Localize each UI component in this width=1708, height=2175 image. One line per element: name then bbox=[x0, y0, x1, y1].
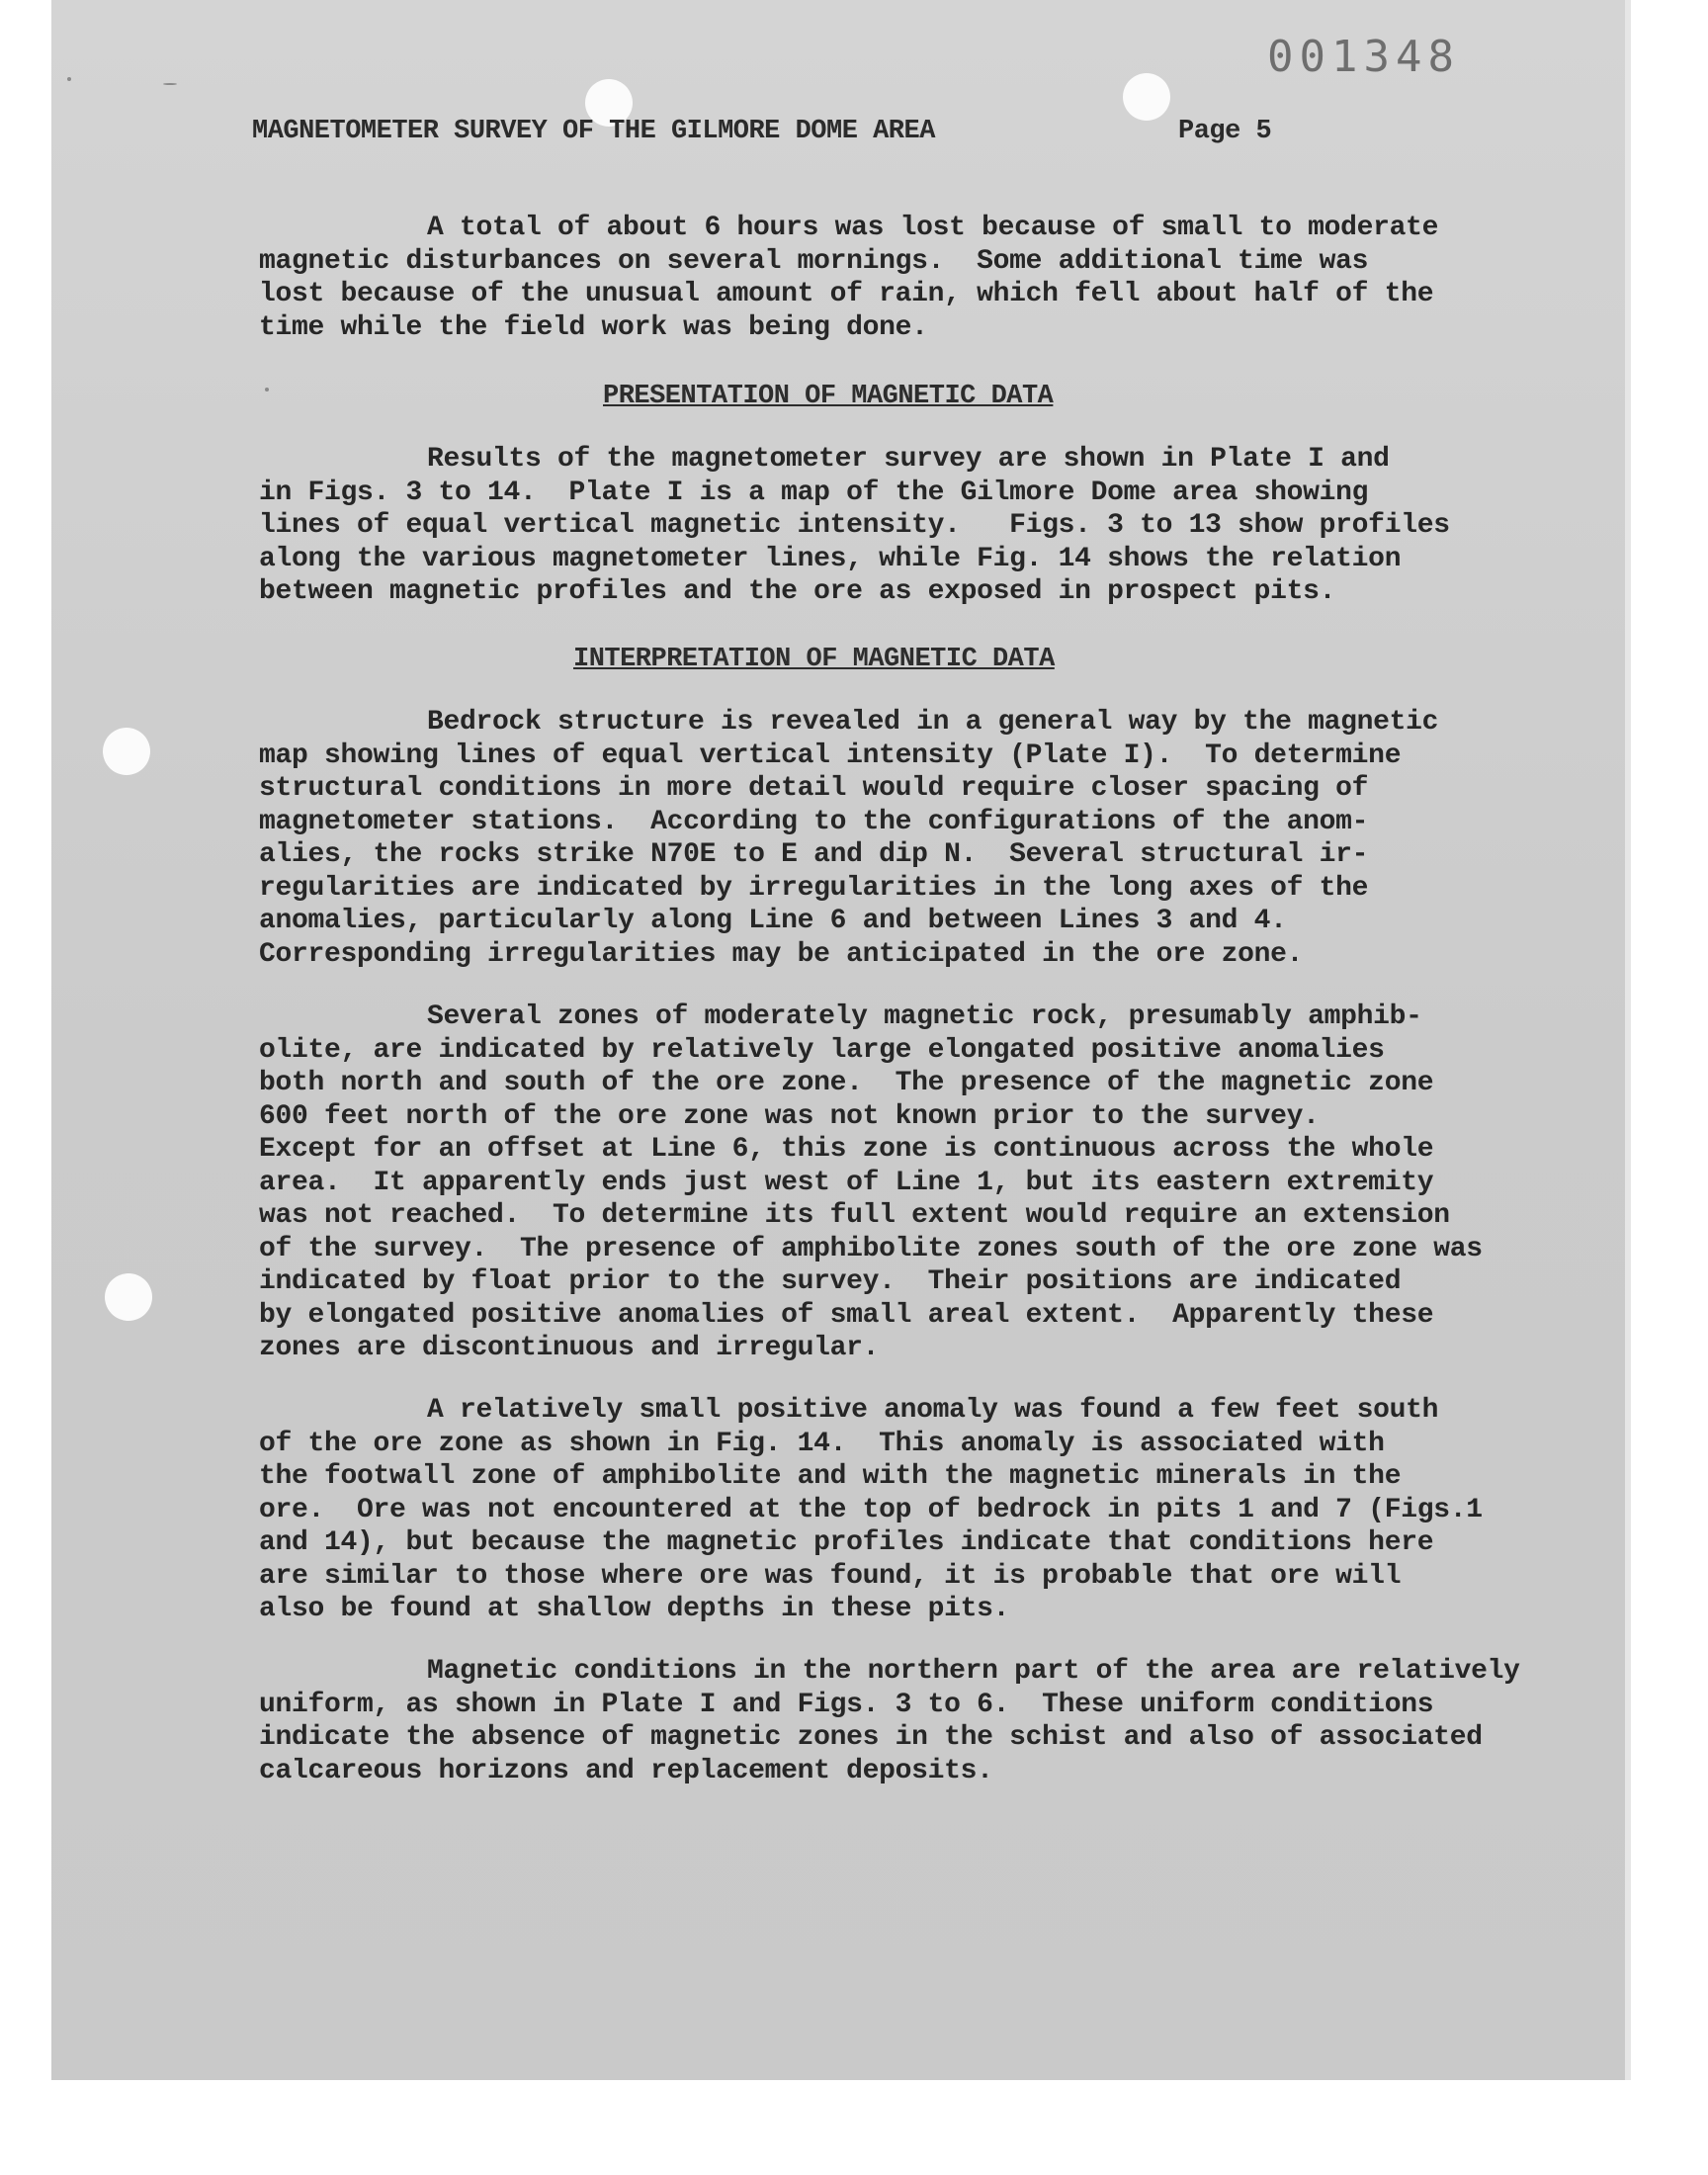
text-line: between magnetic profiles and the ore as exposed in prospect pits. bbox=[259, 576, 1336, 607]
text-line: lost because of the unusual amount of rain, which fell about half of the bbox=[259, 279, 1434, 309]
section-heading-interpretation: INTERPRETATION OF MAGNETIC DATA bbox=[573, 645, 1055, 674]
page-header-title: MAGNETOMETER SURVEY OF THE GILMORE DOME AREA bbox=[252, 117, 935, 146]
text-line: A relatively small positive anomaly was found a few feet south bbox=[427, 1395, 1439, 1426]
text-line: 600 feet north of the ore zone was not known prior to the survey. bbox=[259, 1100, 1320, 1132]
text-line: Several zones of moderately magnetic rock, presumably amphib- bbox=[427, 1001, 1422, 1032]
paragraph-magnetic-zones bbox=[259, 1000, 1544, 1365]
text-line: indicated by float prior to the survey. Their positions are indicated bbox=[259, 1266, 1402, 1297]
text-line: regularities are indicated by irregularities in the long axes of the bbox=[259, 872, 1369, 904]
text-line: uniform, as shown in Plate I and Figs. 3 to 6. These uniform conditions bbox=[259, 1689, 1434, 1720]
text-line: and 14), but because the magnetic profiles indicate that conditions here bbox=[259, 1527, 1434, 1558]
text-line: zones are discontinuous and irregular. bbox=[259, 1333, 880, 1363]
paragraph-small-anomaly bbox=[259, 1394, 1544, 1626]
text-line: the footwall zone of amphibolite and with the magnetic minerals in the bbox=[259, 1461, 1402, 1492]
text-line: are similar to those where ore was found, it is probable that ore will bbox=[259, 1560, 1402, 1592]
text-line: olite, are indicated by relatively large elongated positive anomalies bbox=[259, 1034, 1385, 1066]
text-line: Corresponding irregularities may be anticipated in the ore zone. bbox=[259, 938, 1304, 970]
text-line: alies, the rocks strike N70E to E and dip N. Several structural ir- bbox=[259, 839, 1369, 870]
page-number: Page 5 bbox=[1178, 117, 1272, 146]
text-line: was not reached. To determine its full extent would require an extension bbox=[259, 1200, 1450, 1231]
text-line: time while the field work was being done. bbox=[259, 311, 928, 343]
text-line: indicate the absence of magnetic zones in the schist and also of associated bbox=[259, 1722, 1483, 1753]
scan-smudge bbox=[265, 388, 269, 392]
text-line: Except for an offset at Line 6, this zone is continuous across the whole bbox=[259, 1134, 1434, 1165]
text-line: magnetic disturbances on several mornings. Some additional time was bbox=[259, 245, 1369, 277]
text-line: of the survey. The presence of amphibolite zones south of the ore zone was bbox=[259, 1233, 1483, 1264]
page-edge bbox=[1625, 0, 1631, 2080]
text-line: both north and south of the ore zone. The presence of the magnetic zone bbox=[259, 1068, 1434, 1098]
text-line: Bedrock structure is revealed in a general way by the magnetic bbox=[427, 707, 1439, 738]
punch-hole-middle bbox=[103, 728, 150, 775]
paragraph-northern-conditions bbox=[259, 1655, 1544, 1787]
scan-smudge bbox=[67, 77, 71, 81]
text-line: of the ore zone as shown in Fig. 14. This anomaly is associated with bbox=[259, 1428, 1385, 1459]
text-line: calcareous horizons and replacement deposits. bbox=[259, 1755, 993, 1786]
punch-hole-lower bbox=[105, 1273, 152, 1321]
text-line: area. It apparently ends just west of Line 1, but its eastern extremity bbox=[259, 1167, 1434, 1198]
text-line: anomalies, particularly along Line 6 and between Lines 3 and 4. bbox=[259, 906, 1287, 936]
scan-smudge bbox=[163, 83, 177, 85]
punch-hole-top-right bbox=[1123, 73, 1170, 121]
text-line: ore. Ore was not encountered at the top of bedrock in pits 1 and 7 (Figs.1 bbox=[259, 1494, 1483, 1525]
text-line: Results of the magnetometer survey are shown in Plate I and bbox=[427, 444, 1390, 475]
text-line: along the various magnetometer lines, while Fig. 14 shows the relation bbox=[259, 543, 1402, 574]
document-stamp-number: 001348 bbox=[1267, 32, 1460, 82]
text-line: also be found at shallow depths in these pits. bbox=[259, 1594, 1010, 1624]
paragraph-presentation bbox=[259, 443, 1544, 609]
text-line: lines of equal vertical magnetic intensity. Figs. 3 to 13 show profiles bbox=[259, 510, 1450, 541]
paragraph-lost-time bbox=[259, 212, 1544, 344]
text-line: Magnetic conditions in the northern part of the area are relatively bbox=[427, 1656, 1520, 1687]
text-line: map showing lines of equal vertical intensity (Plate I). To determine bbox=[259, 740, 1402, 771]
text-line: by elongated positive anomalies of small areal extent. Apparently these bbox=[259, 1299, 1434, 1331]
text-line: magnetometer stations. According to the configurations of the anom- bbox=[259, 806, 1369, 837]
paragraph-bedrock-structure bbox=[259, 706, 1544, 971]
text-line: structural conditions in more detail would require closer spacing of bbox=[259, 773, 1369, 804]
text-line: in Figs. 3 to 14. Plate I is a map of the Gilmore Dome area showing bbox=[259, 477, 1369, 508]
section-heading-presentation: PRESENTATION OF MAGNETIC DATA bbox=[603, 382, 1054, 411]
text-line: A total of about 6 hours was lost because of small to moderate bbox=[427, 213, 1439, 243]
